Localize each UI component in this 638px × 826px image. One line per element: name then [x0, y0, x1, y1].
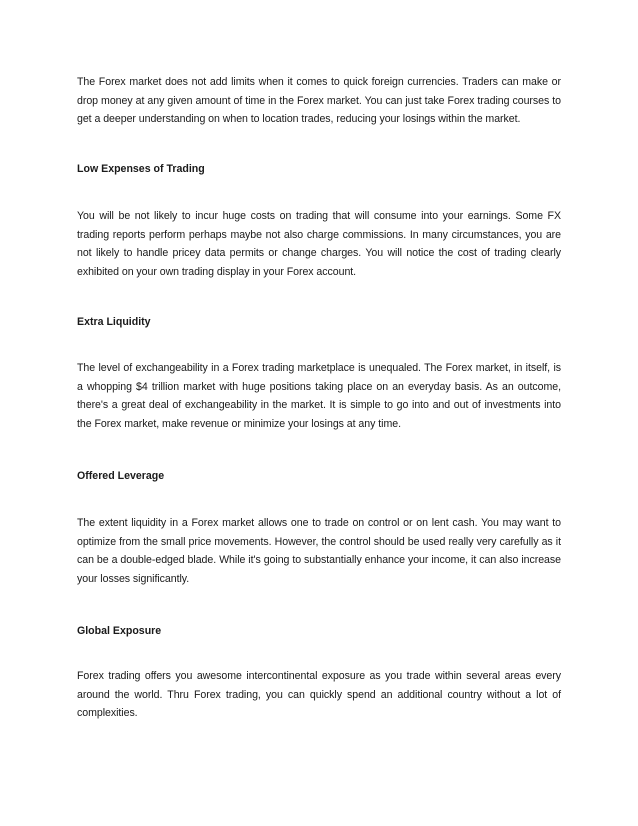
- section-heading-extra-liquidity: Extra Liquidity: [77, 316, 151, 328]
- section-body-offered-leverage: The extent liquidity in a Forex market allows one to trade on control or on lent cash. You may want to optimize from the small price movements. However, the control should be used really very carefully as it can be a double-edged blade. While it's going to substantially enhance your income, it can also increase your losses significantly.: [77, 517, 561, 585]
- section-heading-global-exposure: Global Exposure: [77, 625, 162, 637]
- section-body-global-exposure: Forex trading offers you awesome intercontinental exposure as you trade within several areas every around the world. Thru Forex trading, you can quickly spend an additional country without a lot of complexities.: [77, 670, 561, 720]
- section-body-low-expenses: You will be not likely to incur huge costs on trading that will consume into your earnings. Some FX trading reports perform perhaps maybe not also charge commissions. In many circumstances, you are not likely to handle pricey data permits or change charges. You will notice the cost of trading clearly exhibited on your own trading display in your Forex account.: [77, 210, 561, 278]
- intro-paragraph: The Forex market does not add limits when it comes to quick foreign currencies. Traders can make or drop money at any given amount of time in the Forex market. You can just take Forex trading courses to get a deeper understanding on when to location trades, reducing your losings within the market.: [77, 76, 561, 126]
- section-heading-low-expenses: Low Expenses of Trading: [77, 163, 205, 175]
- section-body-extra-liquidity: The level of exchangeability in a Forex trading marketplace is unequaled. The Forex market, in itself, is a whopping $4 trillion market with huge positions taking place on an everyday basis. As an outcome, there's a great deal of exchangeability in the market. It is simple to go into and out of investments into the Forex market, make revenue or minimize your losings at any time.: [77, 362, 561, 430]
- section-heading-offered-leverage: Offered Leverage: [77, 470, 165, 482]
